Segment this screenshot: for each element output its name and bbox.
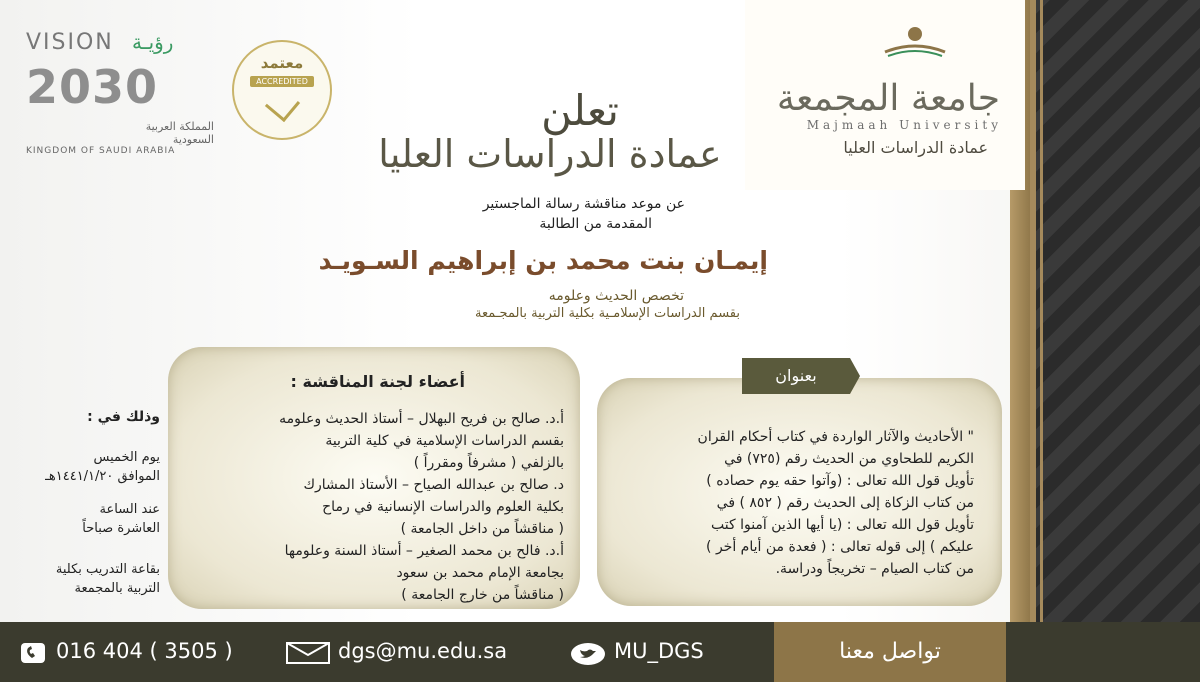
- decorative-stripe: [1040, 0, 1043, 682]
- committee-line: ( مناقشاً من خارج الجامعة ): [401, 587, 564, 603]
- committee-heading: أعضاء لجنة المناقشة :: [290, 372, 465, 391]
- seal-text-ar: معتمد: [260, 54, 304, 72]
- schedule-place: [56, 560, 160, 598]
- twitter-icon: [570, 642, 606, 666]
- vision-2030-logo: [24, 24, 214, 156]
- day-label: يوم الخميس: [93, 450, 160, 465]
- schedule-time: [82, 500, 160, 538]
- thesis-title: [594, 426, 974, 580]
- committee-list: [174, 408, 564, 606]
- specialization: تخصص الحديث وعلومه: [548, 288, 684, 304]
- kingdom-name-ar: المملكة العربية السعودية: [145, 120, 214, 146]
- place-line: بقاعة التدريب بكلية: [55, 562, 160, 577]
- vision-title: VISION: [26, 30, 114, 55]
- kingdom-name-en: KINGDOM OF SAUDI ARABIA: [26, 146, 176, 156]
- vision-ar: رؤيـة: [132, 30, 174, 54]
- email-icon: [286, 642, 330, 664]
- intro-line: المقدمة من الطالبة: [539, 216, 652, 232]
- intro-line: عن موعد مناقشة رسالة الماجستير: [482, 196, 685, 212]
- committee-line: بقسم الدراسات الإسلامية في كلية التربية: [325, 433, 564, 449]
- check-icon: [265, 87, 300, 122]
- committee-line: ( مناقشاً من داخل الجامعة ): [400, 521, 564, 537]
- committee-line: بالزلفي ( مشرفاً ومقرراً ): [413, 455, 564, 471]
- committee-line: بكلية العلوم والدراسات الإنسانية في رماح: [322, 499, 564, 515]
- university-name-en: Majmaah University: [806, 118, 1002, 132]
- phone-icon: [20, 642, 46, 664]
- footer-bar: [0, 622, 1200, 682]
- department-line: بقسم الدراسات الإسلامـية بكلية التربية بالمجـمعة: [474, 306, 740, 321]
- decorative-stripe: [1030, 0, 1036, 682]
- phone-number[interactable]: 016 404 ( 3505 ): [56, 639, 233, 663]
- vision-year: 2030: [26, 60, 159, 114]
- date-value: الموافق ١٤٤١/١/٢٠هـ: [45, 469, 160, 484]
- seal-text-en: ACCREDITED: [250, 76, 314, 87]
- contact-us-label: تواصل معنا: [774, 622, 1006, 682]
- accreditation-seal: [232, 40, 332, 140]
- book-logo-icon: [880, 22, 950, 62]
- thesis-line: من كتاب الصيام – تخريجاً ودراسة.: [775, 561, 974, 577]
- committee-line: د. صالح بن عبدالله الصياح – الأستاذ المشارك: [303, 477, 564, 493]
- student-name: إيمـان بنت محمد بن إبراهيم السـويـد: [318, 246, 768, 275]
- committee-line: أ.د. صالح بن فريح البهلال – أستاذ الحديث وعلومه: [279, 411, 564, 427]
- thesis-label: بعنوان: [742, 358, 850, 394]
- schedule-heading: وذلك في :: [87, 409, 160, 425]
- committee-line: بجامعة الإمام محمد بن سعود: [396, 565, 564, 581]
- deanship-name: عمادة الدراسات العليا: [843, 138, 988, 157]
- thesis-line: عليكم ) إلى قوله تعالى : ( فعدة من أيام أخر ): [706, 539, 974, 555]
- thesis-line: تأويل قول الله تعالى : (يا أيها الذين آمنوا كتب: [711, 517, 974, 533]
- thesis-line: تأويل قول الله تعالى : (وآتوا حقه يوم حصاده ): [706, 473, 974, 489]
- deanship-heading: عمادة الدراسات العليا: [378, 132, 722, 176]
- university-name-ar: جامعة المجمعة: [776, 78, 1000, 119]
- email-address[interactable]: dgs@mu.edu.sa: [338, 639, 508, 663]
- thesis-line: من كتاب الزكاة إلى الحديث رقم ( ٨٥٢ ) في: [716, 495, 974, 511]
- time-label: عند الساعة: [99, 502, 160, 517]
- thesis-line: الكريم للطحاوي من الحديث رقم (٧٢٥) في: [724, 451, 974, 467]
- announce-heading: تعلن: [541, 86, 619, 135]
- schedule-date: [45, 448, 160, 486]
- time-value: العاشرة صباحاً: [82, 521, 160, 536]
- place-line: التربية بالمجمعة: [74, 581, 160, 596]
- thesis-line: " الأحاديث والآثار الواردة في كتاب أحكام القران: [697, 429, 974, 445]
- twitter-handle[interactable]: MU_DGS: [614, 639, 704, 663]
- decorative-side-panel: [1010, 0, 1200, 682]
- committee-line: أ.د. فالح بن محمد الصغير – أستاذ السنة وعلومها: [284, 543, 564, 559]
